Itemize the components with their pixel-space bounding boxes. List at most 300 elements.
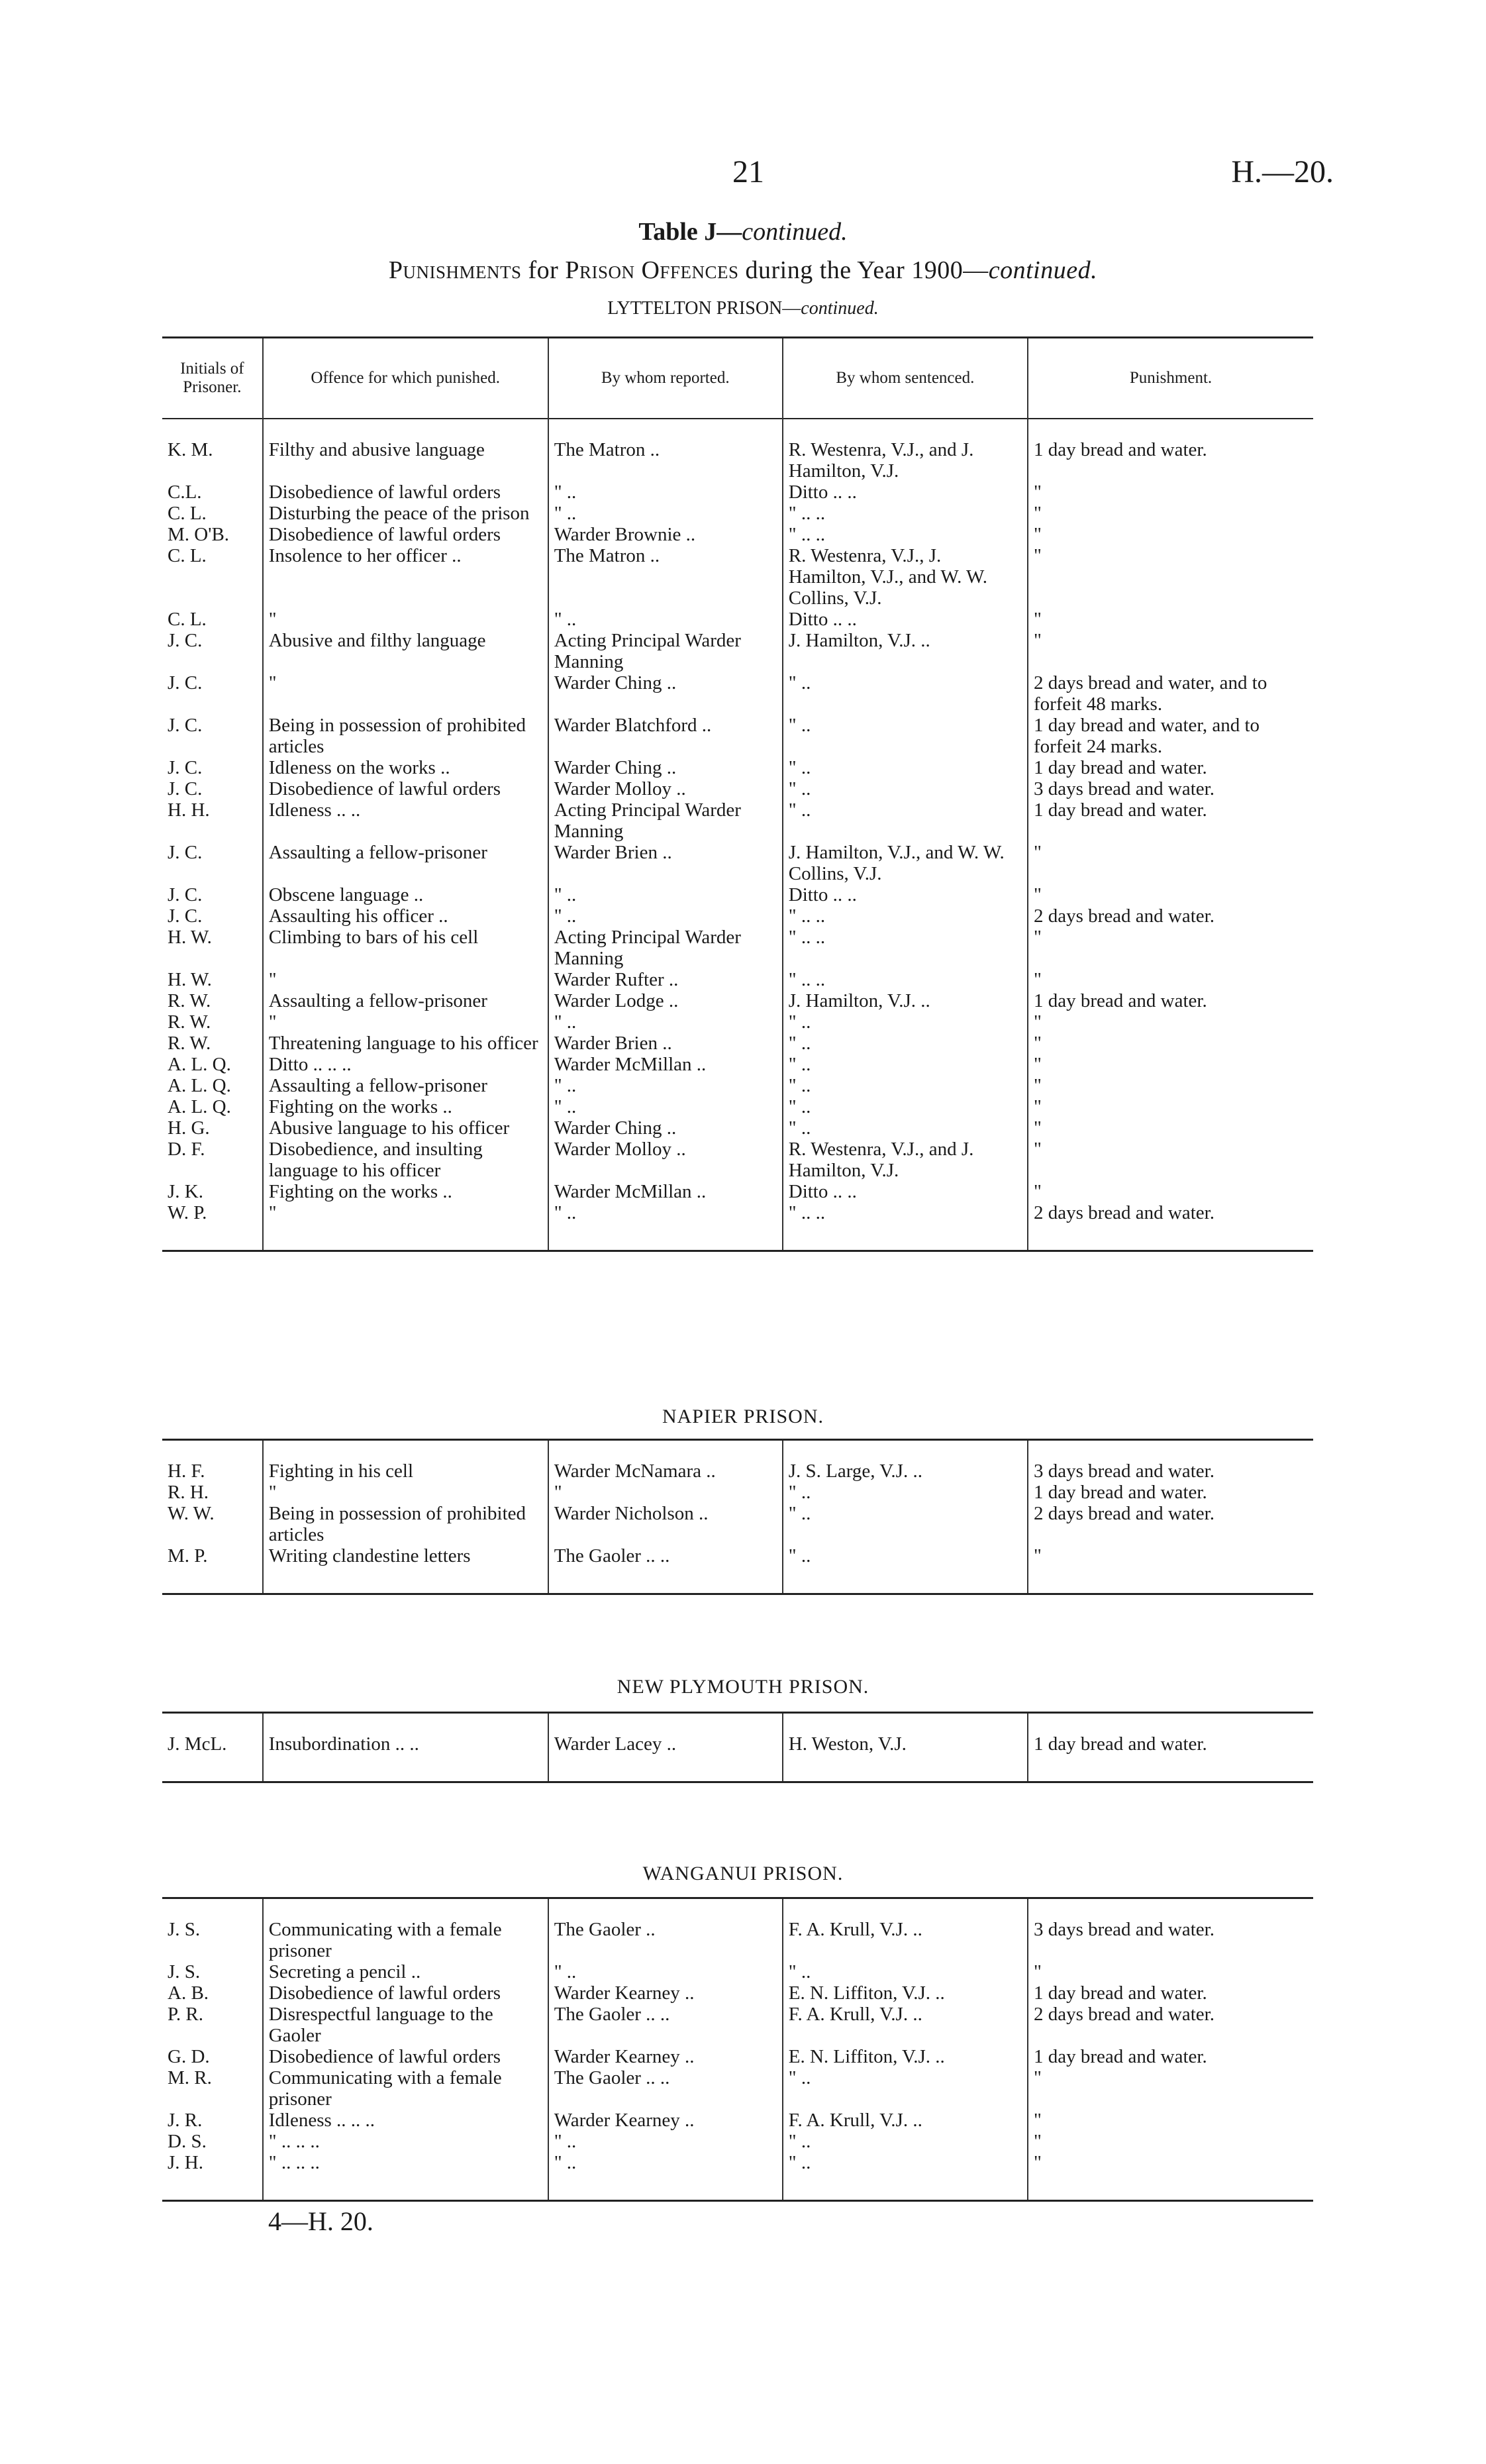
cell-sentenced: F. A. Krull, V.J. .. bbox=[783, 2110, 1028, 2131]
cell-offence: Fighting in his cell bbox=[263, 1461, 548, 1482]
cell-offence: Being in possession of prohibited articles bbox=[263, 1503, 548, 1545]
cell-initials: C. L. bbox=[168, 503, 207, 524]
cell-punishment: " bbox=[1028, 927, 1313, 969]
spacer-cell bbox=[162, 1223, 263, 1251]
cell-reported: " .. bbox=[548, 609, 783, 630]
cell-sentenced: " .. bbox=[783, 1096, 1028, 1117]
cell-initials: J. H. bbox=[168, 2152, 203, 2173]
cell-reported: Acting Principal Warder Manning bbox=[548, 927, 783, 969]
cell-offence: " bbox=[263, 1202, 548, 1223]
spacer-cell bbox=[783, 1223, 1028, 1251]
section-title-wanganui: WANGANUI PRISON. bbox=[642, 1863, 844, 1884]
cell-sentenced: J. Hamilton, V.J. .. bbox=[783, 630, 1028, 672]
caption-part: Punishments bbox=[388, 256, 522, 284]
cell-offence: Disobedience, and insulting language to his officer bbox=[263, 1139, 548, 1181]
cell-offence: Secreting a pencil .. bbox=[263, 1961, 548, 1982]
section-title-cont: continued. bbox=[801, 298, 879, 319]
table-row bbox=[162, 672, 1313, 715]
table-row bbox=[162, 1096, 1313, 1117]
cell-reported: The Matron .. bbox=[548, 545, 783, 609]
cell-reported: " .. bbox=[548, 1011, 783, 1033]
cell-reported: Warder Molloy .. bbox=[548, 1139, 783, 1181]
cell-offence: " bbox=[263, 1482, 548, 1503]
cell-reported: Warder Rufter .. bbox=[548, 969, 783, 990]
cell-sentenced: Ditto .. .. bbox=[783, 482, 1028, 503]
table-row bbox=[162, 1139, 1313, 1181]
cell-offence: Assaulting a fellow-prisoner bbox=[263, 1075, 548, 1096]
page-number: 21 bbox=[732, 154, 764, 189]
cell-initials: J. C. bbox=[168, 757, 203, 778]
spacer-cell bbox=[1028, 1898, 1313, 1920]
cell-punishment: 1 day bread and water. bbox=[1028, 799, 1313, 842]
cell-punishment: " bbox=[1028, 1961, 1313, 1982]
table-row bbox=[162, 2046, 1313, 2067]
new-plymouth-table bbox=[162, 1712, 1313, 1783]
spacer-cell bbox=[162, 1755, 263, 1782]
cell-sentenced: J. S. Large, V.J. .. bbox=[783, 1461, 1028, 1482]
cell-punishment: " bbox=[1028, 503, 1313, 524]
table-row bbox=[162, 905, 1313, 927]
spacer-cell bbox=[263, 1223, 548, 1251]
spacer-cell bbox=[548, 1440, 783, 1461]
table-row bbox=[162, 1011, 1313, 1033]
cell-punishment: 1 day bread and water. bbox=[1028, 439, 1313, 482]
table-row bbox=[162, 1545, 1313, 1566]
cell-punishment: " bbox=[1028, 1139, 1313, 1181]
cell-offence: Fighting on the works .. bbox=[263, 1181, 548, 1202]
cell-sentenced: H. Weston, V.J. bbox=[783, 1733, 1028, 1755]
cell-initials: J. C. bbox=[168, 842, 203, 863]
cell-punishment: 2 days bread and water. bbox=[1028, 2004, 1313, 2046]
table-row bbox=[162, 1919, 1313, 1961]
table-row bbox=[162, 1033, 1313, 1054]
table-spacer-row bbox=[162, 419, 1313, 439]
cell-reported: " .. bbox=[548, 1961, 783, 1982]
cell-initials: R. W. bbox=[168, 1011, 211, 1033]
cell-sentenced: " .. bbox=[783, 672, 1028, 715]
cell-offence: Disobedience of lawful orders bbox=[263, 2046, 548, 2067]
table-row bbox=[162, 1202, 1313, 1223]
cell-initials: W. P. bbox=[168, 1202, 207, 1223]
cell-reported: " .. bbox=[548, 503, 783, 524]
spacer-cell bbox=[548, 419, 783, 439]
cell-punishment: " bbox=[1028, 2131, 1313, 2152]
spacer-cell bbox=[263, 1755, 548, 1782]
cell-initials: H. F. bbox=[168, 1461, 205, 1482]
cell-initials: J. McL. bbox=[168, 1733, 227, 1755]
cell-punishment: " bbox=[1028, 2152, 1313, 2173]
cell-punishment: 3 days bread and water. bbox=[1028, 1461, 1313, 1482]
cell-initials: A. B. bbox=[168, 1982, 209, 2004]
cell-reported: Warder Brien .. bbox=[548, 1033, 783, 1054]
cell-reported: " .. bbox=[548, 1096, 783, 1117]
cell-initials: M. O'B. bbox=[168, 524, 230, 545]
cell-offence: Assaulting a fellow-prisoner bbox=[263, 990, 548, 1011]
spacer-cell bbox=[162, 2173, 263, 2201]
cell-initials: M. P. bbox=[168, 1545, 208, 1566]
section-title-lyttelton bbox=[0, 298, 1486, 319]
table-row bbox=[162, 439, 1313, 482]
table-row bbox=[162, 630, 1313, 672]
cell-reported: Warder Brien .. bbox=[548, 842, 783, 884]
cell-reported: Warder Kearney .. bbox=[548, 2046, 783, 2067]
cell-punishment: 1 day bread and water. bbox=[1028, 2046, 1313, 2067]
table-end-row bbox=[162, 1223, 1313, 1251]
cell-reported: Warder McMillan .. bbox=[548, 1181, 783, 1202]
table-end-row bbox=[162, 2173, 1313, 2201]
cell-offence: " .. .. .. bbox=[263, 2152, 548, 2173]
cell-initials: H. W. bbox=[168, 969, 212, 990]
cell-initials: J. C. bbox=[168, 884, 203, 905]
cell-reported: " bbox=[548, 1482, 783, 1503]
cell-reported: Warder Brownie .. bbox=[548, 524, 783, 545]
cell-sentenced: " .. bbox=[783, 1011, 1028, 1033]
cell-sentenced: " .. .. bbox=[783, 524, 1028, 545]
cell-sentenced: E. N. Liffiton, V.J. .. bbox=[783, 2046, 1028, 2067]
header-initials: Initials of Prisoner. bbox=[180, 360, 244, 396]
cell-reported: Acting Principal Warder Manning bbox=[548, 799, 783, 842]
cell-sentenced: F. A. Krull, V.J. .. bbox=[783, 1919, 1028, 1961]
cell-initials: R. W. bbox=[168, 990, 211, 1011]
table-row bbox=[162, 715, 1313, 757]
caption-cont: continued. bbox=[988, 256, 1098, 284]
spacer-cell bbox=[548, 1755, 783, 1782]
cell-punishment: " bbox=[1028, 630, 1313, 672]
cell-punishment: 2 days bread and water. bbox=[1028, 1503, 1313, 1545]
table-end-row bbox=[162, 1566, 1313, 1594]
cell-punishment: " bbox=[1028, 842, 1313, 884]
cell-sentenced: R. Westenra, V.J., and J. Hamilton, V.J. bbox=[783, 1139, 1028, 1181]
cell-offence: Abusive language to his officer bbox=[263, 1117, 548, 1139]
cell-punishment: " bbox=[1028, 1054, 1313, 1075]
cell-initials: C. L. bbox=[168, 609, 207, 630]
cell-sentenced: " .. bbox=[783, 1482, 1028, 1503]
spacer-cell bbox=[783, 2173, 1028, 2201]
cell-reported: Warder McNamara .. bbox=[548, 1461, 783, 1482]
cell-punishment: " bbox=[1028, 969, 1313, 990]
cell-sentenced: " .. bbox=[783, 1503, 1028, 1545]
spacer-cell bbox=[1028, 1755, 1313, 1782]
cell-offence: Assaulting his officer .. bbox=[263, 905, 548, 927]
caption-part: Prison Offences bbox=[565, 256, 739, 284]
table-row bbox=[162, 2131, 1313, 2152]
cell-reported: " .. bbox=[548, 884, 783, 905]
cell-offence: Climbing to bars of his cell bbox=[263, 927, 548, 969]
cell-offence: Assaulting a fellow-prisoner bbox=[263, 842, 548, 884]
cell-sentenced: " .. bbox=[783, 1075, 1028, 1096]
table-row bbox=[162, 927, 1313, 969]
table-row bbox=[162, 2004, 1313, 2046]
table-row bbox=[162, 524, 1313, 545]
spacer-cell bbox=[1028, 419, 1313, 439]
cell-punishment: 2 days bread and water. bbox=[1028, 1202, 1313, 1223]
cell-punishment: 3 days bread and water. bbox=[1028, 1919, 1313, 1961]
cell-initials: D. F. bbox=[168, 1139, 205, 1160]
section-title-text: LYTTELTON PRISON— bbox=[607, 298, 801, 319]
cell-initials: D. S. bbox=[168, 2131, 207, 2152]
cell-offence: Obscene language .. bbox=[263, 884, 548, 905]
table-header-row bbox=[162, 338, 1313, 419]
table-row bbox=[162, 2110, 1313, 2131]
cell-reported: " .. bbox=[548, 2152, 783, 2173]
cell-offence: Communicating with a female prisoner bbox=[263, 1919, 548, 1961]
cell-reported: Warder McMillan .. bbox=[548, 1054, 783, 1075]
cell-reported: The Gaoler .. bbox=[548, 1919, 783, 1961]
spacer-cell bbox=[783, 1713, 1028, 1734]
cell-initials: J. C. bbox=[168, 715, 203, 736]
table-row bbox=[162, 1503, 1313, 1545]
table-row bbox=[162, 1482, 1313, 1503]
table-row bbox=[162, 1075, 1313, 1096]
table-row bbox=[162, 1117, 1313, 1139]
spacer-cell bbox=[783, 1566, 1028, 1594]
table-spacer-row bbox=[162, 1898, 1313, 1920]
cell-offence: Disobedience of lawful orders bbox=[263, 482, 548, 503]
table-row bbox=[162, 778, 1313, 799]
cell-sentenced: Ditto .. .. bbox=[783, 884, 1028, 905]
cell-offence: " bbox=[263, 609, 548, 630]
cell-punishment: 1 day bread and water. bbox=[1028, 1733, 1313, 1755]
header-offence: Offence for which punished. bbox=[263, 338, 548, 419]
table-row bbox=[162, 1733, 1313, 1755]
cell-reported: The Matron .. bbox=[548, 439, 783, 482]
cell-offence: Disobedience of lawful orders bbox=[263, 524, 548, 545]
cell-punishment: " bbox=[1028, 1011, 1313, 1033]
cell-initials: G. D. bbox=[168, 2046, 210, 2067]
cell-offence: Threatening language to his officer bbox=[263, 1033, 548, 1054]
cell-offence: Fighting on the works .. bbox=[263, 1096, 548, 1117]
napier-table bbox=[162, 1439, 1313, 1595]
cell-sentenced: R. Westenra, V.J., J. Hamilton, V.J., and W. W. Collins, V.J. bbox=[783, 545, 1028, 609]
cell-sentenced: Ditto .. .. bbox=[783, 1181, 1028, 1202]
cell-reported: The Gaoler .. .. bbox=[548, 1545, 783, 1566]
table-row bbox=[162, 757, 1313, 778]
cell-punishment: 3 days bread and water. bbox=[1028, 778, 1313, 799]
cell-sentenced: Ditto .. .. bbox=[783, 609, 1028, 630]
cell-punishment: " bbox=[1028, 1096, 1313, 1117]
cell-reported: Warder Ching .. bbox=[548, 672, 783, 715]
cell-reported: Warder Kearney .. bbox=[548, 1982, 783, 2004]
cell-offence: Disturbing the peace of the prison bbox=[263, 503, 548, 524]
spacer-cell bbox=[783, 1440, 1028, 1461]
cell-initials: W. W. bbox=[168, 1503, 215, 1524]
table-row bbox=[162, 969, 1313, 990]
cell-sentenced: " .. bbox=[783, 1117, 1028, 1139]
cell-reported: Warder Ching .. bbox=[548, 757, 783, 778]
cell-initials: J. S. bbox=[168, 1961, 201, 1982]
cell-punishment: " bbox=[1028, 884, 1313, 905]
cell-initials: J. C. bbox=[168, 905, 203, 927]
table-row bbox=[162, 884, 1313, 905]
table-row bbox=[162, 482, 1313, 503]
cell-initials: C. L. bbox=[168, 545, 207, 566]
cell-punishment: 1 day bread and water. bbox=[1028, 757, 1313, 778]
cell-punishment: " bbox=[1028, 545, 1313, 609]
cell-sentenced: " .. .. bbox=[783, 969, 1028, 990]
cell-offence: Idleness .. .. .. bbox=[263, 2110, 548, 2131]
cell-initials: R. H. bbox=[168, 1482, 209, 1503]
cell-punishment: " bbox=[1028, 524, 1313, 545]
section-title-new-plymouth: NEW PLYMOUTH PRISON. bbox=[617, 1676, 869, 1698]
cell-initials: J. C. bbox=[168, 672, 203, 693]
cell-sentenced: " .. bbox=[783, 757, 1028, 778]
table-row bbox=[162, 2067, 1313, 2110]
cell-sentenced: " .. bbox=[783, 2067, 1028, 2110]
cell-offence: Being in possession of prohibited articles bbox=[263, 715, 548, 757]
cell-sentenced: " .. bbox=[783, 2131, 1028, 2152]
caption-part: during the Year 1900— bbox=[738, 256, 989, 284]
cell-sentenced: J. Hamilton, V.J. .. bbox=[783, 990, 1028, 1011]
cell-initials: K. M. bbox=[168, 439, 213, 460]
cell-offence: Insubordination .. .. bbox=[263, 1733, 548, 1755]
table-end-row bbox=[162, 1755, 1313, 1782]
cell-initials: J. C. bbox=[168, 778, 203, 799]
cell-initials: J. C. bbox=[168, 630, 203, 651]
table-row bbox=[162, 609, 1313, 630]
spacer-cell bbox=[1028, 1440, 1313, 1461]
cell-offence: Abusive and filthy language bbox=[263, 630, 548, 672]
cell-initials: J. S. bbox=[168, 1919, 201, 1940]
cell-sentenced: F. A. Krull, V.J. .. bbox=[783, 2004, 1028, 2046]
table-caption bbox=[0, 256, 1486, 285]
table-row bbox=[162, 1461, 1313, 1482]
cell-initials: J. K. bbox=[168, 1181, 203, 1202]
cell-initials: A. L. Q. bbox=[168, 1096, 231, 1117]
table-row bbox=[162, 1181, 1313, 1202]
cell-offence: " bbox=[263, 672, 548, 715]
cell-sentenced: " .. bbox=[783, 2152, 1028, 2173]
spacer-cell bbox=[548, 1713, 783, 1734]
cell-initials: M. R. bbox=[168, 2067, 212, 2088]
document-reference: H.—20. bbox=[1231, 154, 1334, 189]
header-punishment: Punishment. bbox=[1028, 338, 1313, 419]
table-spacer-row bbox=[162, 1440, 1313, 1461]
cell-reported: The Gaoler .. .. bbox=[548, 2067, 783, 2110]
cell-offence: Disobedience of lawful orders bbox=[263, 1982, 548, 2004]
spacer-cell bbox=[548, 1898, 783, 1920]
section-title-napier: NAPIER PRISON. bbox=[662, 1406, 824, 1427]
spacer-cell bbox=[162, 1713, 263, 1734]
spacer-cell bbox=[162, 1566, 263, 1594]
cell-sentenced: " .. bbox=[783, 778, 1028, 799]
spacer-cell bbox=[162, 1898, 263, 1920]
cell-initials: P. R. bbox=[168, 2004, 204, 2025]
cell-punishment: " bbox=[1028, 1181, 1313, 1202]
cell-reported: Warder Blatchford .. bbox=[548, 715, 783, 757]
cell-punishment: " bbox=[1028, 1075, 1313, 1096]
spacer-cell bbox=[1028, 1566, 1313, 1594]
cell-reported: Warder Nicholson .. bbox=[548, 1503, 783, 1545]
table-row bbox=[162, 842, 1313, 884]
cell-reported: Warder Lodge .. bbox=[548, 990, 783, 1011]
cell-punishment: 1 day bread and water. bbox=[1028, 1982, 1313, 2004]
table-title bbox=[0, 217, 1486, 246]
cell-punishment: 1 day bread and water. bbox=[1028, 1482, 1313, 1503]
cell-sentenced: E. N. Liffiton, V.J. .. bbox=[783, 1982, 1028, 2004]
spacer-cell bbox=[162, 419, 263, 439]
cell-punishment: 2 days bread and water, and to forfeit 48 marks. bbox=[1028, 672, 1313, 715]
cell-punishment: 2 days bread and water. bbox=[1028, 905, 1313, 927]
cell-reported: Warder Molloy .. bbox=[548, 778, 783, 799]
cell-punishment: " bbox=[1028, 2067, 1313, 2110]
cell-reported: The Gaoler .. .. bbox=[548, 2004, 783, 2046]
table-title-cont: continued. bbox=[742, 218, 848, 246]
cell-sentenced: " .. bbox=[783, 715, 1028, 757]
spacer-cell bbox=[783, 419, 1028, 439]
spacer-cell bbox=[263, 419, 548, 439]
spacer-cell bbox=[263, 1440, 548, 1461]
table-row bbox=[162, 1961, 1313, 1982]
spacer-cell bbox=[1028, 1223, 1313, 1251]
cell-punishment: 1 day bread and water. bbox=[1028, 990, 1313, 1011]
cell-sentenced: J. Hamilton, V.J., and W. W. Collins, V.J. bbox=[783, 842, 1028, 884]
spacer-cell bbox=[263, 1713, 548, 1734]
cell-punishment: " bbox=[1028, 2110, 1313, 2131]
cell-initials: H. H. bbox=[168, 799, 210, 821]
cell-reported: Acting Principal Warder Manning bbox=[548, 630, 783, 672]
footer-reference: 4—H. 20. bbox=[268, 2206, 373, 2236]
wanganui-table bbox=[162, 1897, 1313, 2202]
spacer-cell bbox=[263, 2173, 548, 2201]
cell-initials: A. L. Q. bbox=[168, 1075, 231, 1096]
cell-offence: " bbox=[263, 1011, 548, 1033]
header-reported: By whom reported. bbox=[548, 338, 783, 419]
cell-initials: H. W. bbox=[168, 927, 212, 948]
cell-sentenced: " .. .. bbox=[783, 503, 1028, 524]
header-sentenced: By whom sentenced. bbox=[783, 338, 1028, 419]
spacer-cell bbox=[783, 1755, 1028, 1782]
cell-offence: Insolence to her officer .. bbox=[263, 545, 548, 609]
cell-reported: Warder Kearney .. bbox=[548, 2110, 783, 2131]
cell-punishment: " bbox=[1028, 1117, 1313, 1139]
table-spacer-row bbox=[162, 1713, 1313, 1734]
cell-offence: " bbox=[263, 969, 548, 990]
caption-part: for bbox=[521, 256, 566, 284]
table-row bbox=[162, 503, 1313, 524]
spacer-cell bbox=[1028, 1713, 1313, 1734]
spacer-cell bbox=[1028, 2173, 1313, 2201]
cell-sentenced: " .. .. bbox=[783, 927, 1028, 969]
cell-sentenced: " .. bbox=[783, 1961, 1028, 1982]
cell-sentenced: " .. bbox=[783, 1054, 1028, 1075]
spacer-cell bbox=[162, 1440, 263, 1461]
cell-sentenced: " .. bbox=[783, 1033, 1028, 1054]
table-row bbox=[162, 990, 1313, 1011]
cell-sentenced: " .. .. bbox=[783, 1202, 1028, 1223]
table-row bbox=[162, 1982, 1313, 2004]
cell-offence: Idleness on the works .. bbox=[263, 757, 548, 778]
spacer-cell bbox=[548, 1223, 783, 1251]
cell-punishment: " bbox=[1028, 609, 1313, 630]
cell-sentenced: R. Westenra, V.J., and J. Hamilton, V.J. bbox=[783, 439, 1028, 482]
cell-initials: H. G. bbox=[168, 1117, 210, 1139]
cell-offence: Disobedience of lawful orders bbox=[263, 778, 548, 799]
table-title-text: Table J— bbox=[638, 218, 742, 246]
cell-punishment: " bbox=[1028, 1033, 1313, 1054]
cell-initials: R. W. bbox=[168, 1033, 211, 1054]
cell-reported: " .. bbox=[548, 1202, 783, 1223]
cell-initials: J. R. bbox=[168, 2110, 203, 2131]
cell-sentenced: " .. bbox=[783, 799, 1028, 842]
cell-punishment: 1 day bread and water, and to forfeit 24 marks. bbox=[1028, 715, 1313, 757]
cell-initials: A. L. Q. bbox=[168, 1054, 231, 1075]
cell-offence: Disrespectful language to the Gaoler bbox=[263, 2004, 548, 2046]
cell-offence: Communicating with a female prisoner bbox=[263, 2067, 548, 2110]
cell-reported: " .. bbox=[548, 905, 783, 927]
table-row bbox=[162, 799, 1313, 842]
lyttelton-table bbox=[162, 336, 1313, 1252]
cell-offence: " .. .. .. bbox=[263, 2131, 548, 2152]
